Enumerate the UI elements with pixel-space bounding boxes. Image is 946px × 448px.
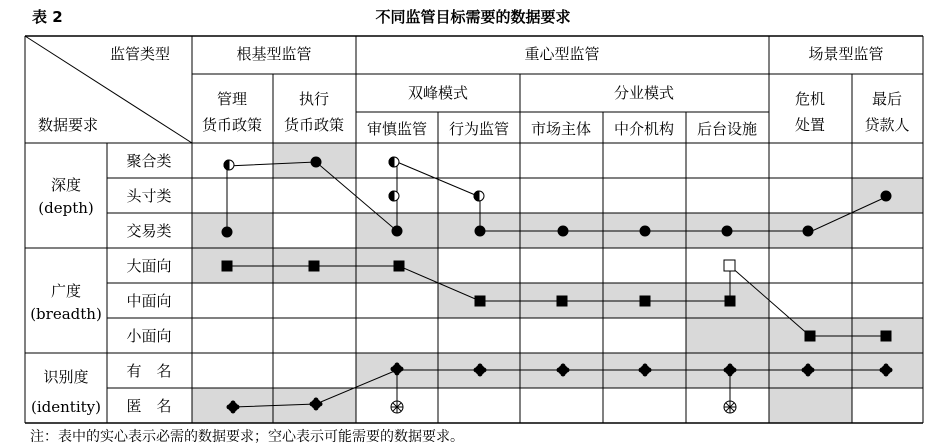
corner-bottom-label: 数据要求 <box>38 116 99 134</box>
circle-solid-marker <box>558 226 568 236</box>
column-header: 市场主体 <box>530 120 592 138</box>
row-label: 中面向 <box>126 292 172 310</box>
column-header-line2: 货币政策 <box>283 116 345 134</box>
row-group-label: 深度 <box>50 176 82 194</box>
row-label: 大面向 <box>126 257 172 275</box>
circle-solid-marker <box>722 226 732 236</box>
circle-solid-marker <box>311 157 321 167</box>
row-label: 有 名 <box>126 362 172 380</box>
circle-half-marker <box>224 160 234 170</box>
square-hollow-marker <box>724 260 735 271</box>
circle-solid-marker <box>475 226 485 236</box>
square-solid-marker <box>881 331 891 341</box>
circle-solid-marker <box>881 191 891 201</box>
column-header: 审慎监管 <box>366 120 428 138</box>
group-header: 场景型监管 <box>808 45 884 63</box>
group-header: 重心型监管 <box>524 45 600 63</box>
square-solid-marker <box>557 296 567 306</box>
shade-r7-c7 <box>769 388 852 423</box>
circle-half-marker <box>389 157 399 167</box>
table-label: 表 2 <box>32 8 63 26</box>
flower-hollow-marker <box>724 401 736 413</box>
square-solid-marker <box>725 296 735 306</box>
column-header: 后台设施 <box>696 120 758 138</box>
row-label: 匿 名 <box>126 397 172 415</box>
subgroup-header: 双峰模式 <box>407 84 469 102</box>
group-header: 根基型监管 <box>236 45 312 63</box>
table-title: 不同监管目标需要的数据要求 <box>375 8 571 26</box>
circle-solid-marker <box>640 226 650 236</box>
flower-hollow-marker <box>391 401 403 413</box>
circle-solid-marker <box>392 226 402 236</box>
corner-top-label: 监管类型 <box>110 45 171 63</box>
row-label: 头寸类 <box>126 187 172 205</box>
row-group-label: 广度 <box>50 282 82 300</box>
square-solid-marker <box>394 261 404 271</box>
square-solid-marker <box>222 261 232 271</box>
circle-half-marker <box>389 191 399 201</box>
column-header-line1: 最后 <box>871 90 903 108</box>
row-group-label-en: (breadth) <box>30 305 102 323</box>
column-header-line1: 危机 <box>794 90 826 108</box>
row-group-label-en: (identity) <box>31 398 101 416</box>
circle-solid-marker <box>803 226 813 236</box>
row-label: 小面向 <box>126 327 172 345</box>
square-solid-marker <box>309 261 319 271</box>
table-note: 注：表中的实心表示必需的数据要求；空心表示可能需要的数据要求。 <box>30 429 464 445</box>
subgroup-header: 分业模式 <box>613 84 675 102</box>
column-header-line1: 执行 <box>298 90 330 108</box>
circle-solid-marker <box>222 227 232 237</box>
square-solid-marker <box>640 296 650 306</box>
column-header-line2: 货币政策 <box>201 116 263 134</box>
column-header: 行为监管 <box>448 120 510 138</box>
row-group-label: 识别度 <box>43 368 89 386</box>
circle-half-marker <box>474 191 484 201</box>
square-solid-marker <box>475 296 485 306</box>
row-group-label-en: (depth) <box>38 199 94 217</box>
column-header: 中介机构 <box>613 120 675 138</box>
square-solid-marker <box>805 331 815 341</box>
column-header-line2: 贷款人 <box>864 116 910 134</box>
row-label: 聚合类 <box>126 152 172 170</box>
row-label: 交易类 <box>126 222 172 240</box>
column-header-line2: 处置 <box>794 116 826 134</box>
column-header-line1: 管理 <box>216 90 248 108</box>
shade-r2-c0 <box>192 213 273 248</box>
